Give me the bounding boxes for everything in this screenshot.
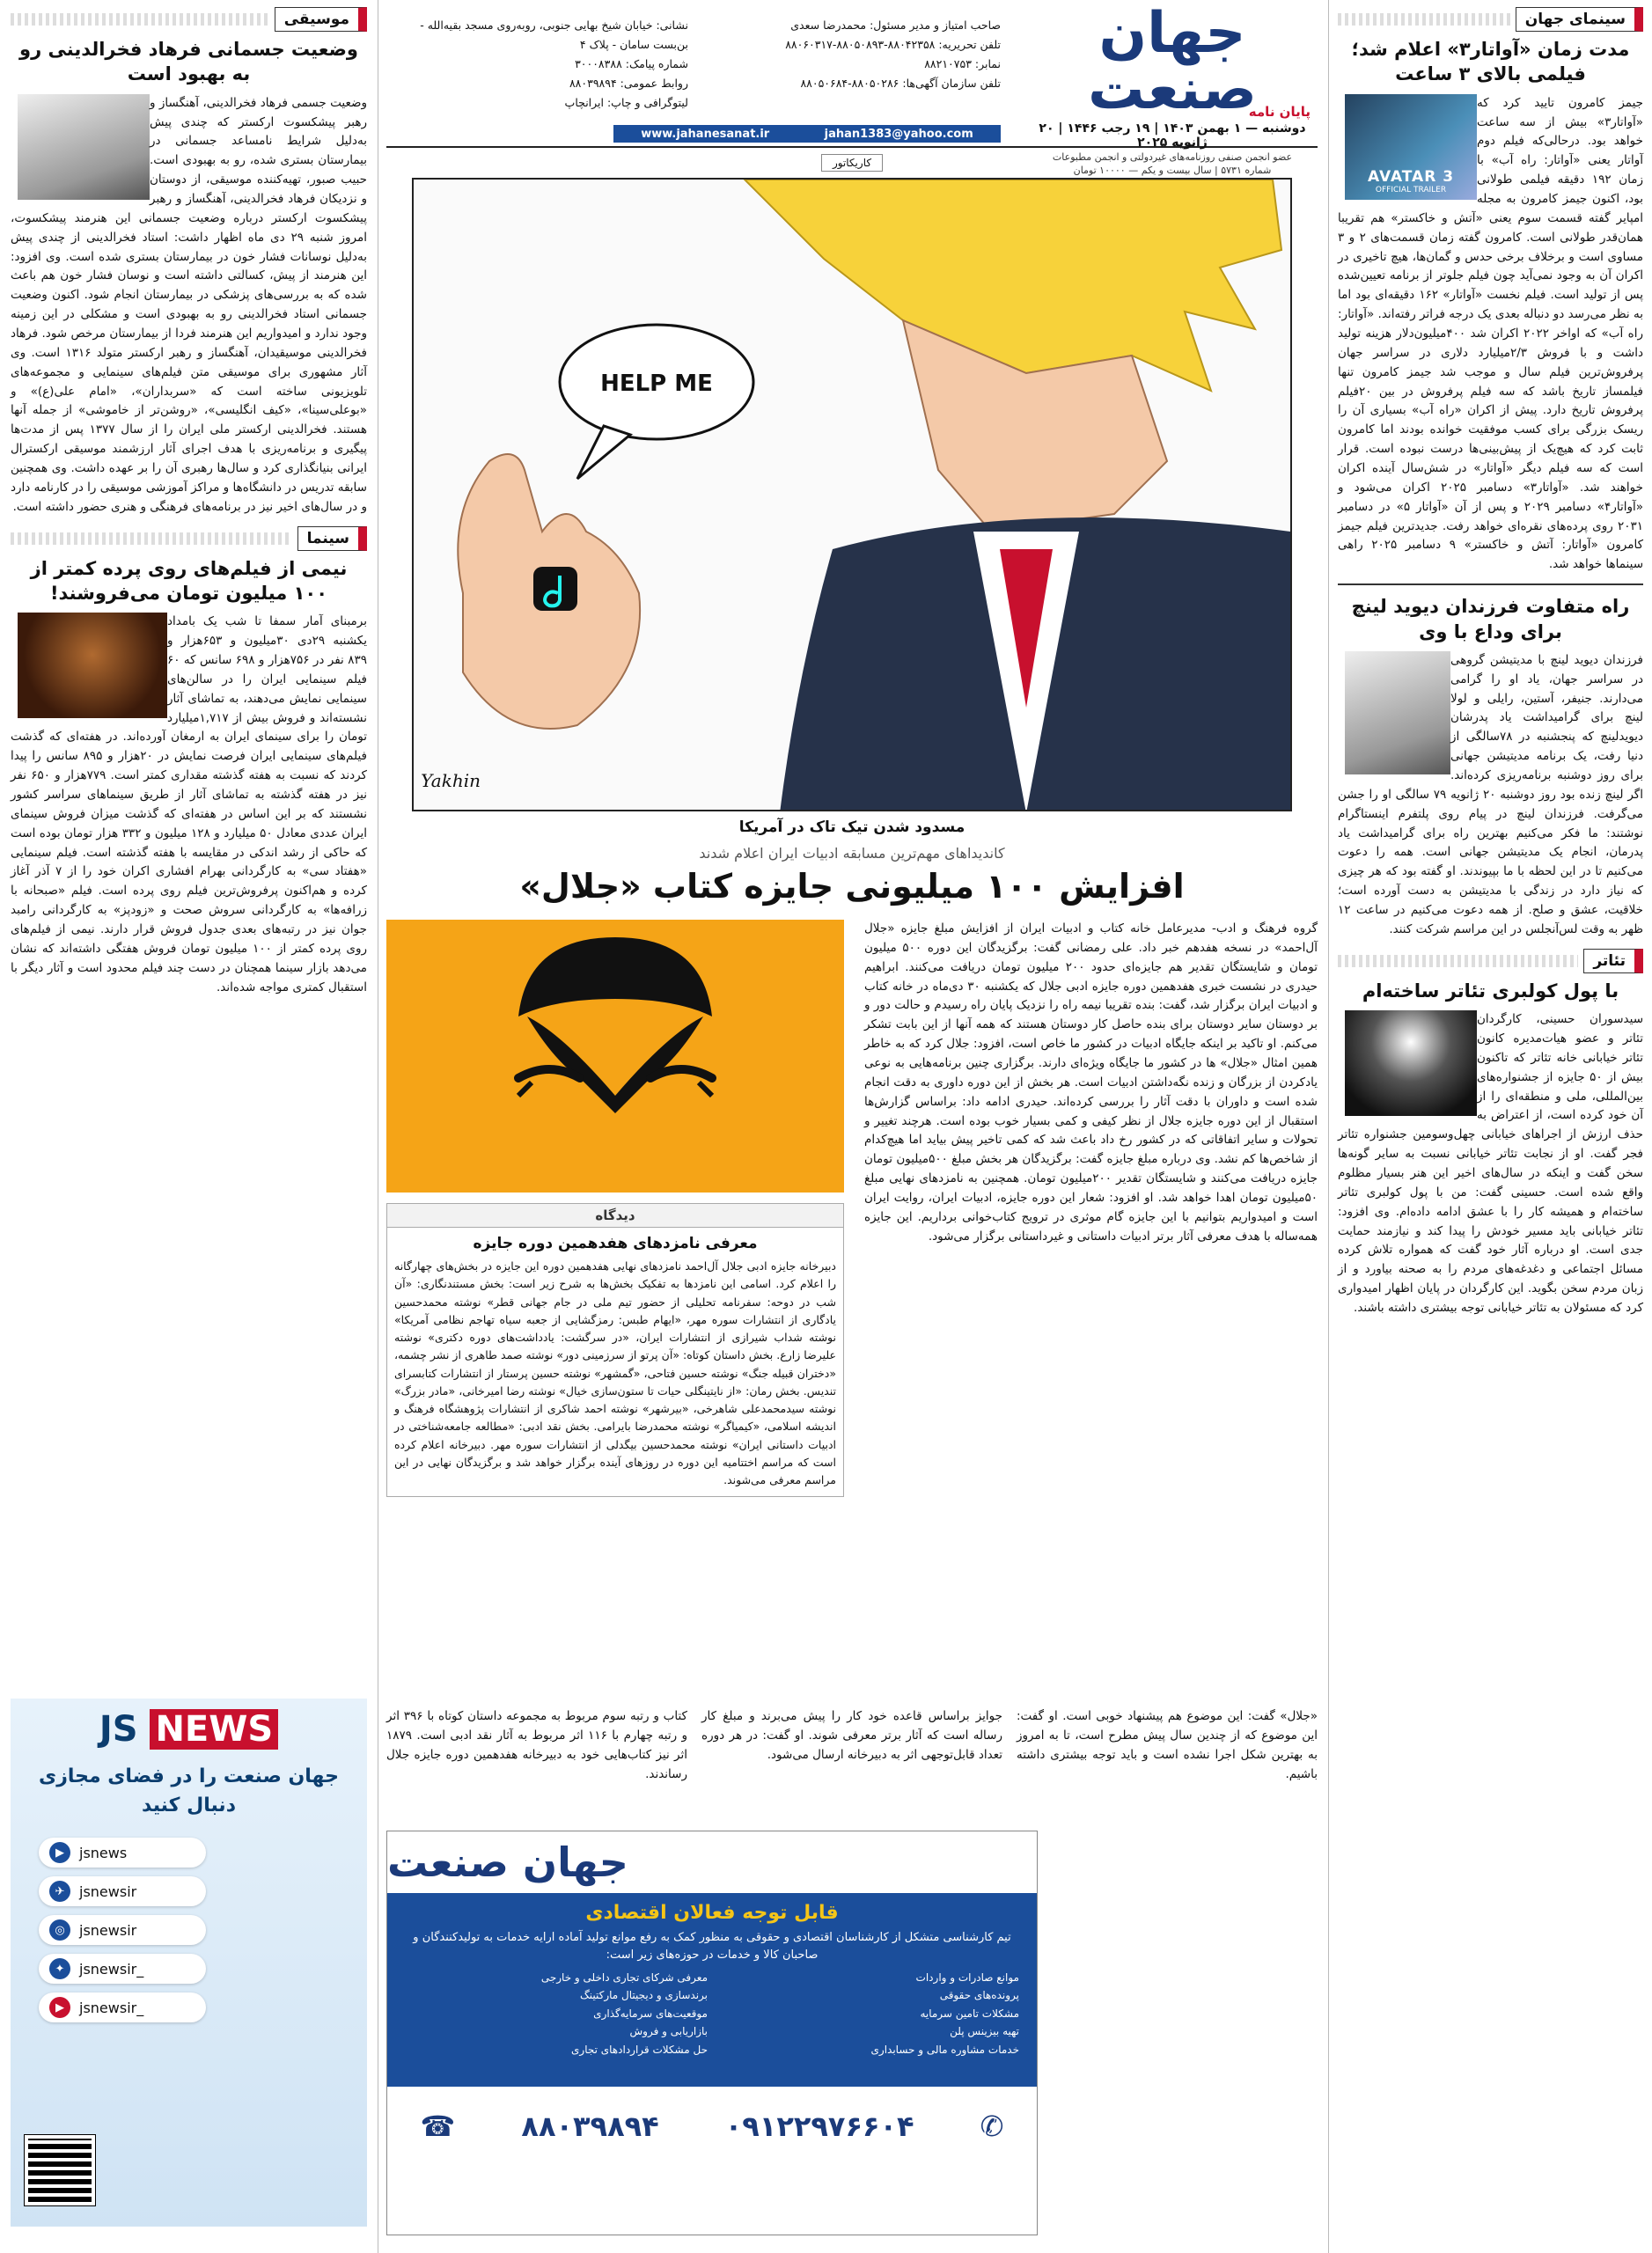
phone-icon: ☎: [420, 2110, 456, 2143]
cartoon-image: [412, 178, 1292, 811]
blond-hair-shape: [745, 180, 1281, 391]
cartoonist-signature: Yakhin: [421, 770, 481, 791]
ads-phone: تلفن سازمان آگهی‌ها: ۸۸۰۵۰۲۸۶-۸۸۰۵۰۶۸۴: [800, 76, 1001, 90]
didgah-title[interactable]: معرفی نامزدهای هفدهمین دوره جایزه: [473, 1235, 758, 1252]
section-title: سینما: [297, 526, 367, 551]
link-handle: jsnews: [79, 1844, 128, 1861]
ad-item: موانع صادرات و واردات: [915, 1971, 1019, 1984]
avatar-article-body: جیمز کامرون تایید کرد که «آواتار۳» بیش از سه ساعت خواهد بود. درحالی‌که فیلم دوم آواتار یعنی «آواتار: راه آب» با زمان ۱۹۲ دقیقه فیلمی طولانی بود، اکنون جیمز کامرون به مجله امپایر گفته قسمت سوم یعنی «آتش و خاکستر» هم تقریبا همان‌قدر طولانی است. کامرون گفته زمان قسمت‌های ۲ و ۳ مساوی است و برخلاف برخی حدس و گمان‌ها، هیچ تاخیری در اکران آن به وجود نمی‌آید چون فیلم جلوتر از برنامه تعیین‌شده پس از تولید است. فیلم نخست «آواتار» ۱۶۲ دقیقه‌ای بود اما به نظر می‌رسد دو دنباله بعدی یک درجه فراتر رفته‌اند. «آواتار: راه آب» که اواخر ۲۰۲۲ اکران شد ۴۰۰میلیون‌دلار هزینه تولید داشت و با فروش ۲/۳میلیارد دلاری در سراسر جهان پرفروش‌ترین فیلم سال و موجب شد جیمز کامرون تنها فیلمساز تاریخ باشد که سه فیلم پرفروش در بین ۲۰فیلم پرفروش تاریخ دارد. پیش از اکران «راه آب» بسیاری آن را ریسک بزرگی برای کسب موفقیت خوانده بودند اما کامرون ثابت کرد که هیچ‌یک از پیش‌بینی‌ها درست نبوده است. قرار است که سه فیلم دیگر «آواتار» در شش‌سال آینده اکران خواهند شد. «آواتار۳» دسامبر ۲۰۲۵ اکران می‌شود و «آواتار۴» دسامبر ۲۰۲۹ و پس از آن «آواتار ۵» در دسامبر ۲۰۳۱ روی پرده‌های نقره‌ای خواهد رفت. جدیدترین فیلم جیمز کامرون «آواتار: آتش و خاکستر» ۹ دسامبر ۲۰۲۵ راهی سینماها خواهد شد.: [1338, 95, 1643, 572]
section-title: موسیقی: [275, 7, 367, 32]
cartoon-drawing: [412, 180, 1290, 811]
eye-marks: [518, 1082, 712, 1096]
jsnews-social-ad[interactable]: [11, 1699, 367, 2227]
qr-code-icon[interactable]: [25, 2135, 95, 2205]
cartoon-label-text: کاریکاتور: [821, 154, 883, 172]
section-title: تئاتر: [1583, 949, 1643, 973]
didgah-box: [386, 1203, 844, 1497]
newspaper-logo: جهان صنعت دوشنبه — ۱ بهمن ۱۴۰۳ | ۱۹ رجب ۱۴۴۶ | ۲۰ ژانویه ۲۰۲۵ عضو انجمن صنفی روزنامه‌های غیردولتی و انجمن مطبوعات شماره ۵۷۳۱ | سال بیست و یکم — ۱۰۰۰۰ تومان: [1027, 5, 1318, 189]
continuation-columns: [386, 1707, 1318, 1784]
speech-bubble-tail: [577, 426, 630, 479]
youtube-icon: ▶: [49, 1997, 70, 2018]
ad-item: پرونده‌های حقوقی: [939, 1989, 1019, 2002]
owner-line: صاحب امتیاز و مدیر مسئول: محمدرضا سعدی: [790, 18, 1001, 32]
lynch-article-body: فرزندان دیوید لینچ با مدیتیشن گروهی در سراسر جهان، یاد او را گرامی می‌دارند. جنیفر، آستین، رایلی و لولا لینچ برای گرامیداشت یاد پدرشان دیویدلینچ که پنجشنبه در ۷۸سالگی از دنیا رفت، یک برنامه مدیتیشن جهانی برای روز دوشنبه برنامه‌ریزی کرده‌اند. اگر لینچ زنده بود روز دوشنبه ۲۰ ژانویه ۷۹ سالگی او را جشن می‌گرفت. فرزندان لینچ در پیام روی پلتفرم اینستاگرام نوشتند: ما فکر می‌کنیم بهترین راه برای گرامیداشت یاد پدرمان، انجام یک مدیتیشن جهانی است. همه را دعوت می‌کنیم تا در این لحظه با ما بپیوندند. او گفته بود که هر چیزی که نیاز دارد در زندگی با مدیتیشن به دست آورده است؛ خلاقیت، عشق و صلح. از همه دعوت می‌کنیم در ساعت ۱۲ ظهر به وقت لس‌آنجلس در این مراسم شرکت کنند.: [1338, 652, 1643, 936]
ad-item: مشکلات تامین سرمایه: [920, 2007, 1019, 2020]
twitter-link[interactable]: [39, 1954, 206, 1984]
ad-logo: جهان صنعت: [387, 1838, 628, 1886]
jalal-kicker: کاندیداهای مهم‌ترین مسابقه ادبیات ایران اعلام شدند: [699, 845, 1005, 862]
section-label-theater: [1338, 949, 1643, 973]
ad-phone-landline[interactable]: ۸۸۰۳۹۸۹۴: [521, 2110, 659, 2143]
aparat-link[interactable]: [39, 1838, 206, 1868]
poster-subtitle: OFFICIAL TRAILER: [1375, 185, 1447, 194]
jsnews-logo-js: JS: [99, 1709, 138, 1750]
left-column: [0, 0, 378, 2253]
mobile-icon: ✆: [980, 2110, 1004, 2143]
right-column: [1328, 0, 1652, 2253]
advertisement-box[interactable]: [386, 1831, 1038, 2235]
theater-stage-photo: [1345, 1010, 1477, 1116]
address-line: نشانی: خیابان شیخ بهایی جنوبی، روبه‌روی مسجد بقیه‌الله - بن‌بست سامان - پلاک ۴: [420, 18, 688, 51]
weekday: دوشنبه: [1261, 121, 1306, 136]
jsnews-logo-news: NEWS: [150, 1709, 278, 1750]
ad-item: تهیه بیزینس پلن: [950, 2025, 1019, 2038]
jalal-portrait-drawing: [386, 920, 844, 1193]
hair-shape: [518, 937, 712, 1016]
ad-phones: [387, 2087, 1037, 2166]
avatar-poster-image: [1345, 94, 1477, 200]
boxoffice-article-title[interactable]: نیمی از فیلم‌های روی پرده کمتر از ۱۰۰ میلیون تومان می‌فروشند!: [30, 557, 348, 604]
link-handle: jsnewsir: [79, 1882, 137, 1900]
ad-description: تیم کارشناسی متشکل از کارشناسان اقتصادی و حقوقی به منظور کمک به رفع موانع تولید آماده ارایه خدمات به تولیدکنندگان و صاحبان کالا و خدمات در حوزه‌های زیر است:: [413, 1931, 1011, 1962]
didgah-body: دبیرخانه جایزه ادبی جلال آل‌احمد نامزدهای نهایی هفدهمین دوره این جایزه در بخش‌های چهارگانه را اعلام کرد. اسامی این نامزدها به تفکیک بخش‌ها به شرح زیر است: بخش مستندنگاری: «آن شب در دوحه: سفرنامه تحلیلی از حضور تیم ملی در جام جهانی قطر» نوشته محمدحسین یادگاری از انتشارات سوره مهر، «ایهام طبس: رمزگشایی از جعبه سیاه تهاجم نظامی آمریکا» نوشته شداب شیرازی از انتشارات ایران، «در سرگشت: یادداشت‌های دوره دکتری» نوشته علیرضا زارع. بخش داستان کوتاه: «آن پرتو از سرزمینی دور» نوشته صمد طاهری از نشر چشمه، «دختران قبیله جنگ» نوشته حسین فتاحی، «گمشهر» نوشته حسین پرستار از انتشارات کتابسرای تندیس. بخش رمان: «از نایتینگلی حیات تا ستون‌سازی خیال» نوشته رضا امیرخانی، «مادر بزرگ» نوشته سیدمحمدعلی شاهرخی، «بیرشهر» نوشته احمد شاکری از انتشارات پژوهشگاه فرهنگ و اندیشه اسلامی، «کیمیاگر» نوشته محمدرضا بایرامی. بخش نقد ادبی: «مطالعه جامعه‌شناختی در ادبیات داستانی ایران» نوشته محمدحسین بیگدلی از انتشارات سوره مهر. دبیرخانه اعلام کرده است که مراسم اختتامیه این دوره در روزهای آینده برگزار خواهد شد و برگزیدگان نهایی در این مراسم معرفی می‌شوند.: [394, 1259, 836, 1486]
left-eyebrow: [518, 1069, 580, 1078]
link-handle: jsnewsir: [79, 1921, 137, 1939]
section-label-music: [11, 7, 367, 32]
ad-item: حل مشکلات قراردادهای تجاری: [571, 2043, 708, 2056]
avatar-article-title[interactable]: مدت زمان «آواتار۳» اعلام شد؛ فیلمی بالای ۳ ساعت: [1351, 39, 1630, 85]
ad-item: بازاریابی و فروش: [629, 2025, 708, 2038]
instagram-link[interactable]: [39, 1915, 206, 1945]
ad-service-list: [405, 1969, 1019, 2059]
jalal-award-illustration: [386, 920, 844, 1193]
ad-item: معرفی شرکای تجاری داخلی و خارجی: [540, 1971, 708, 1984]
fakhreddini-photo: [18, 94, 150, 200]
issue-price: ۱۰۰۰۰ تومان: [1073, 165, 1126, 176]
jsnews-slogan: جهان صنعت را در فضای مجازی دنبال کنید: [39, 1765, 339, 1816]
issue-number: شماره ۵۷۳۱ | سال بیست و یکم: [1141, 165, 1272, 176]
twitter-icon: ✦: [49, 1958, 70, 1979]
jalal-headline[interactable]: افزایش ۱۰۰ میلیونی جایزه کتاب «جلال»: [519, 867, 1185, 906]
ad-title: قابل توجه فعالان اقتصادی: [585, 1902, 839, 1924]
right-eyebrow: [650, 1069, 712, 1078]
jsnews-logo: [21, 1709, 356, 1750]
ad-item: موقعیت‌های سرمایه‌گذاری: [593, 2007, 708, 2020]
fakhreddini-article-title[interactable]: وضعیت جسمانی فرهاد فخرالدینی رو به بهبود است: [19, 39, 358, 85]
masthead-info: [393, 16, 1001, 112]
face-silhouette: [527, 1016, 703, 1113]
jalal-lead: گروه فرهنگ و ادب- مدیرعامل خانه کتاب و ادبیات ایران از افزایش مبلغ جایزه «جلال آل‌احمد» در نسخه هفدهم خبر داد. علی رمضانی گفت: برگزیدگان این دوره ۵۰۰ میلیون تومان و شایستگان تقدیر هم جایزه‌ای حدود ۲۰۰ میلیون تومان دریافت می‌کنند. ابراهیم حیدری در نشست خبری هفدهمین دوره جایزه ادبی جلال که یکشنبه ۳۰ دی‌ماه در خانه کتاب و ادبیات ایران برگزار شد، گفت: بنده تقریبا نیمه راه را نزدیک پایان راه رسیدم و حالت دور و بر دوستان سایر دوستان برای بنده حاصل کار دوستان هستند که همه آنها از این بابت تشکر می‌کنم. او تاکید بر اینکه جایگاه ادبیات در کشور ما خاص است، افزود: جلال کرد که به خاطر همین امثال «جلال» ها در کشور ما جایگاه ویژه‌ای دارند. برگزاری چنین برنامه‌هایی به نوعی یادکردن از بزرگان و زنده نگه‌داشتن ادبیات است. هر بخش از این دوره داوری به دقت انجام شده است و داوران با دقت آثار را بررسی کرده‌اند. حیدری ادامه داد: براساس گزارش‌ها استقبال از این دوره جایزه جلال از نظر کیفی و کمی بسیار خوب بوده است. هرچند تغییر و تحولات و سایر اتفاقاتی که در کشور رخ داد باعث شد که کمی تاخیر پیش بیاید اما هیچ‌کدام از شاخص‌ها کم نشد. وی درباره مبلغ جایزه گفت: برگزیدگان هر بخش مبلغ ۵۰۰میلیون تومان جایزه دریافت می‌کنند و شایستگان تقدیر ۲۰۰میلیون تومان. همچنین به نامزدهای نهایی مبلغ ۵۰میلیون تومان اهدا خواهد شد. او افزود: شعار این دوره جایزه، ادبیات ایران، روایت ایران است و امیدواریم بتوانیم با این جایزه گام موثری در ترویج کتاب‌خوانی برداریم. این جایزه همه‌ساله با هدف معرفی آثار برتر ادبیات داستانی و غیرداستانی برگزار می‌شود.: [864, 921, 1318, 1244]
section-label-world-cinema: [1338, 7, 1643, 32]
web-address[interactable]: www.jahanesanat.ir: [641, 127, 770, 141]
ad-band: [387, 1893, 1037, 2087]
jsnews-links: [21, 1838, 356, 2022]
masthead-subtitle: عضو انجمن صنفی روزنامه‌های غیردولتی و انجمن مطبوعات: [1052, 151, 1293, 163]
poster-title: AVATAR 3: [1367, 167, 1455, 186]
lynch-article-title[interactable]: راه متفاوت فرزندان دیوید لینچ برای وداع با وی: [1351, 596, 1630, 642]
link-handle: jsnewsir_: [79, 1960, 144, 1978]
speech-text: HELP ME: [600, 371, 713, 397]
cinema-audience-photo: [18, 613, 167, 718]
section-label-cinema: [11, 526, 367, 551]
link-handle: jsnewsir_: [79, 1999, 144, 2016]
fax-number: نمابر: ۸۸۲۱۰۷۵۳: [924, 56, 1001, 70]
fakhreddini-article-body: وضعیت جسمی فرهاد فخرالدینی، آهنگساز و رهبر پیشکسوت ارکستر که چندی پیش به‌دلیل شرایط نامساعد جسمانی در بیمارستان بستری شده، رو به بهبودی است. حبیب صبور، تهیه‌کننده موسیقی، از دوستان و نزدیکان فرهاد فخرالدینی، آهنگساز و رهبر پیشکسوت ارکستر درباره وضعیت جسمانی این هنرمند پیشکسوت، امروز شنبه ۲۹ دی ماه اظهار داشت: استاد فخرالدینی از چندی پیش به‌دلیل نوسانات فشار خون در بیمارستان بستری شده است. وی افزود: این هنرمند از پیش، کسالتی داشته است و نوسان فشار خون هم باعث شده که به بررسی‌های پزشکی در بیمارستان انجام شود. اکنون وضعیت جسمانی استاد فخرالدینی رو به بهبودی است و مشکلی در این زمینه وجود ندارد و امیدواریم این هنرمند فردا از بیمارستان مرخص شود. فرهاد فخرالدینی موسیقیدان، آهنگساز و رهبر ارکستر متولد ۱۳۱۶ است. وی آثار مشهوری برای موسیقی متن فیلم‌های سینمایی و مجموعه‌های تلویزیونی ساخته است که «سربداران»، «امام علی(ع)» و «بوعلی‌سینا»، «کیف انگلیسی»، «روشن‌تر از خاموشی» از جمله آنها هستند. فخرالدینی ارکستر ملی ایران را از سال ۱۳۷۷ پس از مدت‌ها پیگیری و برنامه‌ریزی با هدف اجرای آثار ارزشمند موسیقی ارکسترال ایرانی بنیانگذاری کرد و سال‌ها رهبری آن را بر عهده داشت. وی همچنین سابقه تدریس در دانشگاه‌ها و مراکز آموزشی موسیقی را در کارنامه دارد و در سال‌های اخیر نیز در برنامه‌های فرهنگی و هنری حضور داشته است.: [11, 95, 368, 514]
aparat-icon: ▶: [49, 1842, 70, 1863]
editorial-phone: تلفن تحریریه: ۸۸۰۴۲۳۵۸-۸۸۰۵۰۸۹۳-۸۸۰۶۰۳۱۷: [785, 37, 1001, 51]
cartoon-caption: مسدود شدن تیک تاک در آمریکا: [738, 818, 966, 836]
continuation-col-2: جوایز براساس قاعده خود کار را پیش می‌برند و مبلغ کار رساله است که آثار برتر معرفی شوند. او گفت: در هر دوره تعداد قابل‌توجهی اثر به دبیرخانه ارسال می‌شود.: [701, 1709, 1002, 1762]
ad-item: خدمات مشاوره مالی و حسابداری: [870, 2043, 1019, 2056]
ad-phone-mobile[interactable]: ۰۹۱۲۲۹۷۶۶۰۴: [724, 2110, 914, 2143]
instagram-icon: ◎: [49, 1919, 70, 1941]
boxoffice-article-body: برمبنای آمار سمفا تا شب یک بامداد یکشنبه ۲۹دی ۳۰میلیون و ۶۵۳هزار و ۸۳۹ نفر در ۷۵۶هزار و ۶۹۸ سانس که ۶۰ فیلم سینمایی ایران را در سالن‌های سینمایی نمایش می‌دهند، به تماشای آثار نشسته‌اند و فروش بیش از ۱,۷۱۷میلیارد تومان را برای سینمای ایران به ارمغان آورده‌اند. در هفته‌ای که گذشت فیلم‌های سینمایی ایران فرصت نمایش در ۲۰هزار و ۸۹۵ سانس را پیدا کردند که نسبت به هفته گذشته مقداری کمتر است. ۷۷۹هزار و ۶۵۰ نفر نیز در هفته گذشته به تماشای آثار از طریق سینماهای سراسر کشور نشستند که بر این اساس در هفته‌ای که گذشت میزان فروش سینمای ایران عددی معادل ۵۰ میلیارد و ۱۲۸ میلیون و ۳۳۲ هزار تومان بوده است که حاکی از رشد اندکی در مقایسه با هفته گذشته است. فیلم سینمایی «هفتاد سی» به کارگردانی بهرام افشاری اکران خود را از ۷ آذر آغاز کرده و هم‌اکنون پرفروش‌ترین فیلم روی پرده است. فیلم «صبحانه با زرافه‌ها» به کارگردانی سروش صحت و «زودپز» به کارگردانی رامبد جوان نیز در رتبه‌های بعدی جدول فروش قرار دارند. نیمی از فیلم‌های روی پرده کمتر از ۱۰۰ میلیون تومان فروش هفتگی داشته‌اند که نشان می‌دهد بازار سینما همچنان در دست چند فیلم محدود است و آثار دیگر با استقبال کمتری مواجه شده‌اند.: [11, 614, 368, 994]
web-bar: [613, 125, 1001, 143]
youtube-link[interactable]: [39, 1992, 206, 2022]
jalal-article-text: [864, 920, 1318, 1247]
telegram-icon: ✈: [49, 1881, 70, 1902]
theater-article-title[interactable]: با پول کولبری تئاتر ساخته‌ام: [1362, 980, 1619, 1002]
logo-text: جهان صنعت: [1088, 1, 1257, 122]
paynameh-badge: پایان نامه: [1248, 104, 1311, 120]
sms-number: شماره پیامک: ۳۰۰۰۸۳۸۸: [575, 56, 688, 70]
continuation-col-3: کتاب و رتبه سوم مربوط به مجموعه داستان کوتاه با ۳۹۶ اثر و رتبه چهارم با ۱۱۶ اثر مربوط به آثار نقد ادبی است. ۱۸۷۹ اثر نیز کتاب‌هایی خود به دبیرخانه هفدهمین دوره جایزه جلال رساندند.: [386, 1709, 688, 1781]
didgah-label: دیدگاه: [387, 1204, 843, 1228]
pr-phone: روابط عمومی: ۸۸۰۳۹۸۹۴: [569, 76, 688, 90]
theater-article-body: سیدسوران حسینی، کارگردان تئاتر و عضو هیات‌مدیره کانون تئاتر خیابانی خانه تئاتر که تاکنون بیش از ۵۰ جایزه از جشنواره‌های بین‌المللی، ملی و منطقه‌ای را از آن خود کرده است، از اعتراض به حذف ارزش از اجراهای خیابانی چهل‌وسومین جشنواره تئاتر فجر گفت. او از نجابت تئاتر خیابانی نسبت به سایر گونه‌ها سخن گفت و اینکه در سال‌های اخیر این هنر بسیار مظلوم واقع شده است. حسینی گفت: من با پول کولبری تئاتر ساخته‌ام و همیشه کار را با عشق ادامه داده‌ام. وی افزود: تئاتر خیابانی باید مسیر خودش را پیدا کند و نیازمند حمایت جدی است. او درباره آثار خود گفت که همواره تلاش کرده مسائل اجتماعی و دغدغه‌های مردم را به صحنه بیاورد و از زبان مردم سخن بگوید. این کارگردان در پایان اظهار امیدواری کرد که مسئولان به تئاتر خیابانی توجه بیشتری داشته باشند.: [1338, 1012, 1643, 1315]
david-lynch-photo: [1345, 651, 1450, 774]
email-address[interactable]: jahan1383@yahoo.com: [824, 127, 973, 141]
print-line: لیتوگرافی و چاپ: ایرانچاپ: [564, 95, 688, 109]
issue-date: ۱ بهمن ۱۴۰۳ | ۱۹ رجب ۱۴۴۶ | ۲۰ ژانویه ۲۰۲۵: [1039, 121, 1242, 150]
telegram-link[interactable]: [39, 1876, 206, 1906]
section-title: سینمای جهان: [1516, 7, 1643, 32]
ad-item: برندسازی و دیجیتال مارکتینگ: [580, 1989, 708, 2002]
center-column: [386, 0, 1318, 2253]
continuation-col-1: «جلال» گفت: این موضوع هم پیشنهاد خوبی است. او گفت: این موضوع که از چندین سال پیش مطرح است، تا به امروز به بهترین شکل اجرا نشده است و باید توجه بیشتری داشته باشیم.: [1017, 1709, 1318, 1781]
